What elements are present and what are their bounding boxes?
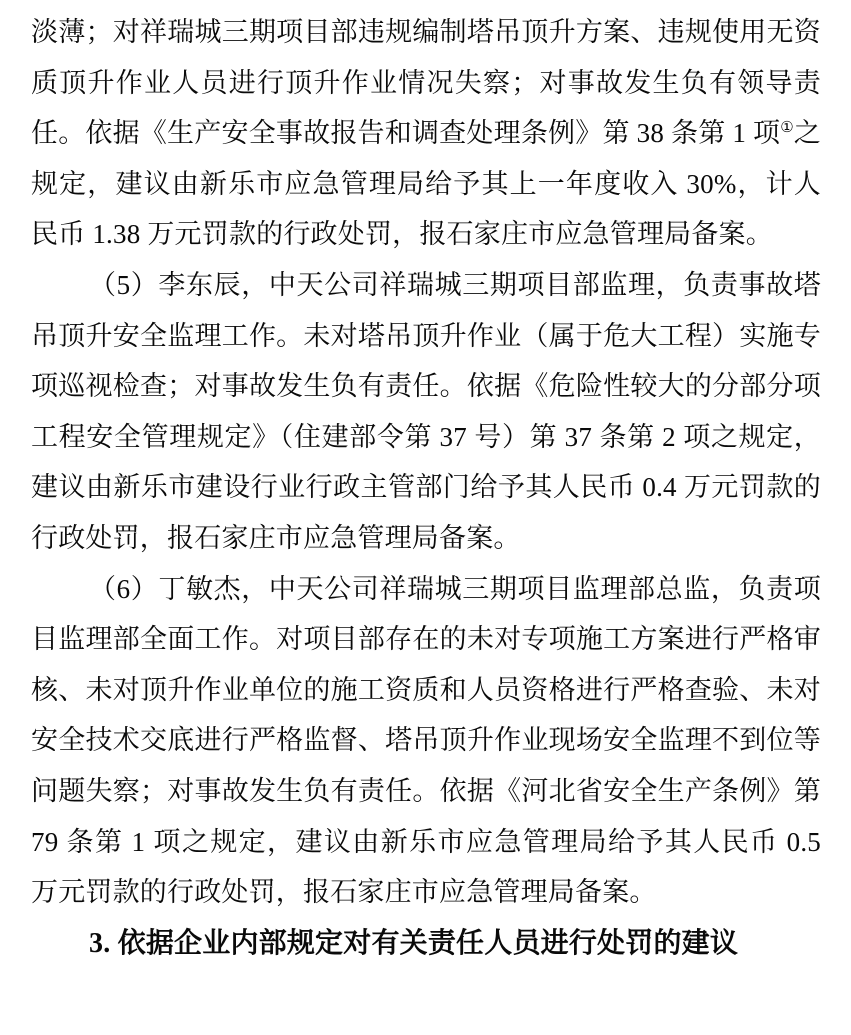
section-heading-text: 3. 依据企业内部规定对有关责任人员进行处罚的建议 <box>89 927 739 959</box>
footnote-ref-superscript: ① <box>780 120 794 137</box>
section-heading-3 <box>31 918 821 970</box>
text-run: （5）李东辰，中天公司祥瑞城三期项目部监理，负责事故塔吊顶升安全监理工作。未对塔吊顶升作业（属于危大工程）实施专项巡视检查；对事故发生负有责任。依据《危险性较大的分部分项工程安全管理规定》（住建部令第 37 号）第 37 条第 2 项之规定，建议由新乐市建设行业行政主管部门给予其人民币 0.4 万元罚款的行政处罚，报石家庄市应急管理局备案。 <box>31 269 821 553</box>
paragraph-person-5 <box>31 260 821 564</box>
text-run: （6）丁敏杰，中天公司祥瑞城三期项目监理部总监，负责项目监理部全面工作。对项目部存在的未对专项施工方案进行严格审核、未对顶升作业单位的施工资质和人员资格进行严格查验、未对安全技术交底进行严格监督、塔吊顶升作业现场安全监理不到位等问题失察；对事故发生负有责任。依据《河北省安全生产条例》第 79 条第 1 项之规定，建议由新乐市应急管理局给予其人民币 0.5 万元罚款的行政处罚，报石家庄市应急管理局备案。 <box>31 573 828 908</box>
document-body <box>31 7 828 969</box>
text-run: 之规定，建议由新乐市应急管理局给予其上一年度收入 30%，计人民币 1.38 万元罚款的行政处罚，报石家庄市应急管理局备案。 <box>31 118 821 250</box>
paragraph-continuation-person-4 <box>31 7 821 260</box>
paragraph-person-6 <box>31 564 828 918</box>
text-run: 淡薄；对祥瑞城三期项目部违规编制塔吊顶升方案、违规使用无资质顶升作业人员进行顶升作业情况失察；对事故发生负有领导责任。依据《生产安全事故报告和调查处理条例》第 38 条第 1 项 <box>31 17 821 149</box>
